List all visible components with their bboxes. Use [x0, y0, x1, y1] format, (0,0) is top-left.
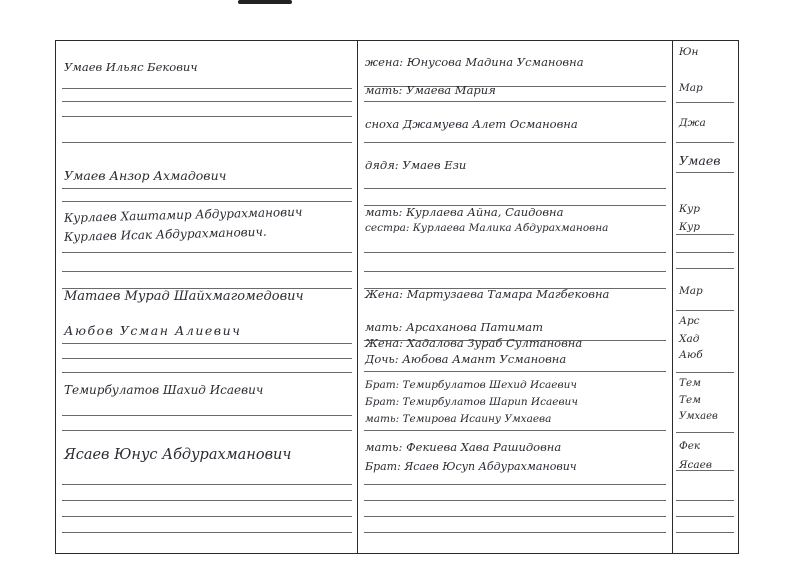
signature: Арс — [679, 315, 700, 327]
person-name: Умаев Анзор Ахмадович — [64, 168, 227, 183]
relative-entry: Брат: Темирбулатов Шарип Исаевич — [365, 396, 578, 408]
relative-entry: Дочь: Аюбова Амант Усмановна — [365, 352, 567, 366]
relative-entry: мать: Темирова Исаину Умхаева — [365, 413, 552, 425]
relative-entry: Брат: Ясаев Юсуп Абдурахманович — [365, 460, 577, 473]
signature: Ясаев — [679, 459, 712, 471]
signature: Тем — [679, 377, 701, 389]
signature: Джа — [679, 117, 706, 129]
signature: Юн — [679, 46, 699, 58]
relative-entry: сноха Джамуева Алет Османовна — [365, 117, 578, 131]
signature: Кур — [679, 203, 700, 215]
person-name: Курлаев Исак Абдурахманович. — [63, 224, 267, 244]
relative-entry: мать: Фекиева Хава Рашидовна — [365, 440, 562, 454]
signature: Мар — [679, 285, 703, 297]
person-name: Матаев Мурад Шайхмагомедович — [64, 289, 304, 304]
person-name: Ясаев Юнус Абдурахманович — [64, 447, 292, 463]
scan-mark — [238, 0, 292, 4]
signature: Умхаев — [679, 411, 718, 422]
person-name: Курлаев Хаштамир Абдурахманович — [63, 204, 303, 225]
column-divider-names — [357, 40, 358, 554]
relative-entry: сестра: Курлаева Малика Абдурахмановна — [365, 222, 609, 234]
relative-entry: Брат: Темирбулатов Шехид Исаевич — [365, 379, 577, 391]
relative-entry: мать: Арсаханова Патимат — [365, 320, 543, 334]
signature: Мар — [679, 82, 703, 94]
signature: Кур — [679, 221, 700, 233]
signature: Умаев — [679, 153, 721, 168]
signature: Тем — [679, 394, 701, 406]
person-name: Темирбулатов Шахид Исаевич — [64, 383, 264, 397]
person-name: Аюбов Усман Алиевич — [64, 323, 242, 338]
signature: Хад — [679, 333, 700, 345]
person-name: Умаев Ильяс Бекович — [64, 60, 198, 74]
relative-entry: Жена: Мартузаева Тамара Магбековна — [365, 287, 610, 301]
column-divider-signatures — [672, 40, 673, 554]
relative-entry: дядя: Умаев Ези — [365, 158, 467, 172]
relative-entry: мать: Умаева Мария — [365, 83, 496, 97]
signature: Фек — [679, 440, 701, 452]
signature: Аюб — [679, 349, 703, 361]
relative-entry: Жена: Хадалова Зураб Султановна — [365, 336, 583, 350]
relative-entry: жена: Юнусова Мадина Усмановна — [365, 55, 584, 69]
relative-entry: мать: Курлаева Айна, Саидовна — [365, 205, 564, 219]
